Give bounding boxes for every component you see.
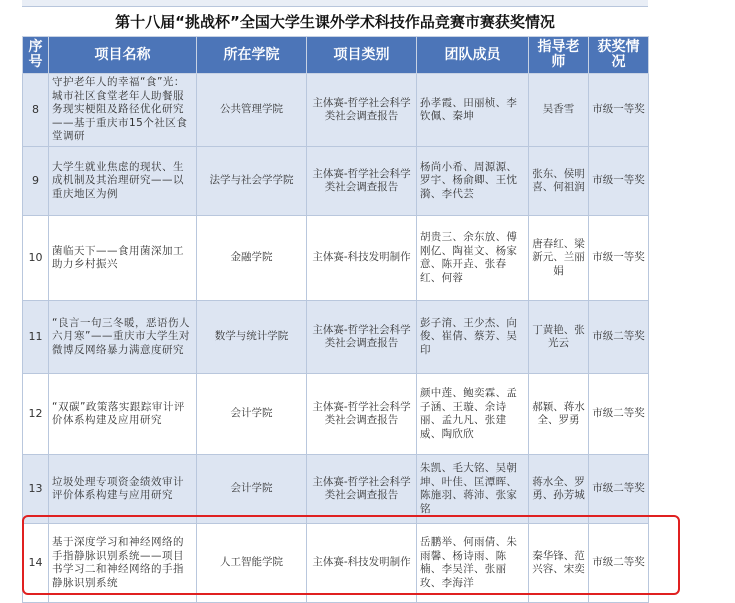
row-college: 会计学院 xyxy=(197,374,307,455)
table-row xyxy=(23,301,649,374)
row-award: 市级二等奖 xyxy=(589,455,649,524)
awards-table xyxy=(22,36,649,603)
row-no: 14 xyxy=(23,524,49,603)
row-award: 市级一等奖 xyxy=(589,216,649,301)
row-award: 市级二等奖 xyxy=(589,301,649,374)
row-no: 12 xyxy=(23,374,49,455)
row-members: 孙孝霞、田丽桢、李钦佩、秦坤 xyxy=(417,74,529,147)
row-project-name: 垃圾处理专项资金绩效审计评价体系构建与应用研究 xyxy=(49,455,197,524)
row-members: 朱凯、毛大铭、吴朝坤、叶佳、匡潭晖、陈施羽、蒋沛、张家铭 xyxy=(417,455,529,524)
row-members: 胡贵三、余东放、傅刚亿、陶崔文、杨家意、陈开垚、张春红、何蓉 xyxy=(417,216,529,301)
row-award: 市级一等奖 xyxy=(589,74,649,147)
table-row xyxy=(23,374,649,455)
table-row xyxy=(23,455,649,524)
row-project-name: 守护老年人的幸福“食”光：城市社区食堂老年人助餐服务现实梗阻及路径优化研究——基于重庆市15个社区食堂调研 xyxy=(49,74,197,147)
table-row xyxy=(23,524,649,603)
row-members: 杨尚小希、周源源、罗宇、杨俞卿、王忱漪、李代芸 xyxy=(417,147,529,216)
table-header-row xyxy=(23,37,649,74)
row-award: 市级二等奖 xyxy=(589,374,649,455)
row-college: 人工智能学院 xyxy=(197,524,307,603)
row-members: 彭子淯、王少杰、向俊、崔倩、蔡芳、吴印 xyxy=(417,301,529,374)
row-advisor: 蒋水全、罗勇、孙芳城 xyxy=(529,455,589,524)
row-college: 法学与社会学学院 xyxy=(197,147,307,216)
row-award: 市级一等奖 xyxy=(589,147,649,216)
row-members: 颜中莲、鲍奕霖、孟子涵、王璇、余诗丽、孟九凡、张建威、陶欣欣 xyxy=(417,374,529,455)
row-advisor: 唐春红、梁新元、兰丽娟 xyxy=(529,216,589,301)
row-college: 会计学院 xyxy=(197,455,307,524)
header-college: 所在学院 xyxy=(197,37,307,74)
row-advisor: 张东、侯明喜、何祖润 xyxy=(529,147,589,216)
header-category: 项目类别 xyxy=(307,37,417,74)
table-row xyxy=(23,147,649,216)
row-no: 11 xyxy=(23,301,49,374)
header-project-name: 项目名称 xyxy=(49,37,197,74)
document-title: 第十八届“挑战杯”全国大学生课外学术科技作品竞赛市赛获奖情况 xyxy=(115,13,555,31)
row-category: 主体赛-哲学社会科学类社会调查报告 xyxy=(307,74,417,147)
table-row xyxy=(23,74,649,147)
row-advisor: 吴香雪 xyxy=(529,74,589,147)
row-members: 岳鹏举、何雨倩、朱雨馨、杨诗雨、陈楠、李吴洋、张丽玫、李海洋 xyxy=(417,524,529,603)
row-advisor: 郝颖、蒋水全、罗勇 xyxy=(529,374,589,455)
row-advisor: 秦华锋、范兴容、宋奕 xyxy=(529,524,589,603)
table-row xyxy=(23,216,649,301)
row-advisor: 丁黄艳、张光云 xyxy=(529,301,589,374)
row-category: 主体赛-哲学社会科学类社会调查报告 xyxy=(307,455,417,524)
header-no: 序号 xyxy=(23,37,49,74)
row-category: 主体赛-科技发明制作 xyxy=(307,216,417,301)
row-project-name: 菌临天下——食用菌深加工助力乡村振兴 xyxy=(49,216,197,301)
row-award: 市级二等奖 xyxy=(589,524,649,603)
header-advisor: 指导老师 xyxy=(529,37,589,74)
row-project-name: 大学生就业焦虑的现状、生成机制及其治理研究——以重庆地区为例 xyxy=(49,147,197,216)
row-category: 主体赛-科技发明制作 xyxy=(307,524,417,603)
row-no: 8 xyxy=(23,74,49,147)
row-college: 公共管理学院 xyxy=(197,74,307,147)
row-project-name: “良言一句三冬暖，恶语伤人六月寒”——重庆市大学生对微博反网络暴力满意度研究 xyxy=(49,301,197,374)
row-category: 主体赛-哲学社会科学类社会调查报告 xyxy=(307,374,417,455)
row-college: 金融学院 xyxy=(197,216,307,301)
previous-page-strip xyxy=(22,0,648,7)
header-members: 团队成员 xyxy=(417,37,529,74)
row-project-name: 基于深度学习和神经网络的手指静脉识别系统——项目书学习二和神经网络的手指静脉识别系统 xyxy=(49,524,197,603)
row-college: 数学与统计学院 xyxy=(197,301,307,374)
row-no: 13 xyxy=(23,455,49,524)
row-category: 主体赛-哲学社会科学类社会调查报告 xyxy=(307,147,417,216)
row-category: 主体赛-哲学社会科学类社会调查报告 xyxy=(307,301,417,374)
row-project-name: “双碳”政策落实跟踪审计评价体系构建及应用研究 xyxy=(49,374,197,455)
row-no: 9 xyxy=(23,147,49,216)
row-no: 10 xyxy=(23,216,49,301)
header-award: 获奖情况 xyxy=(589,37,649,74)
